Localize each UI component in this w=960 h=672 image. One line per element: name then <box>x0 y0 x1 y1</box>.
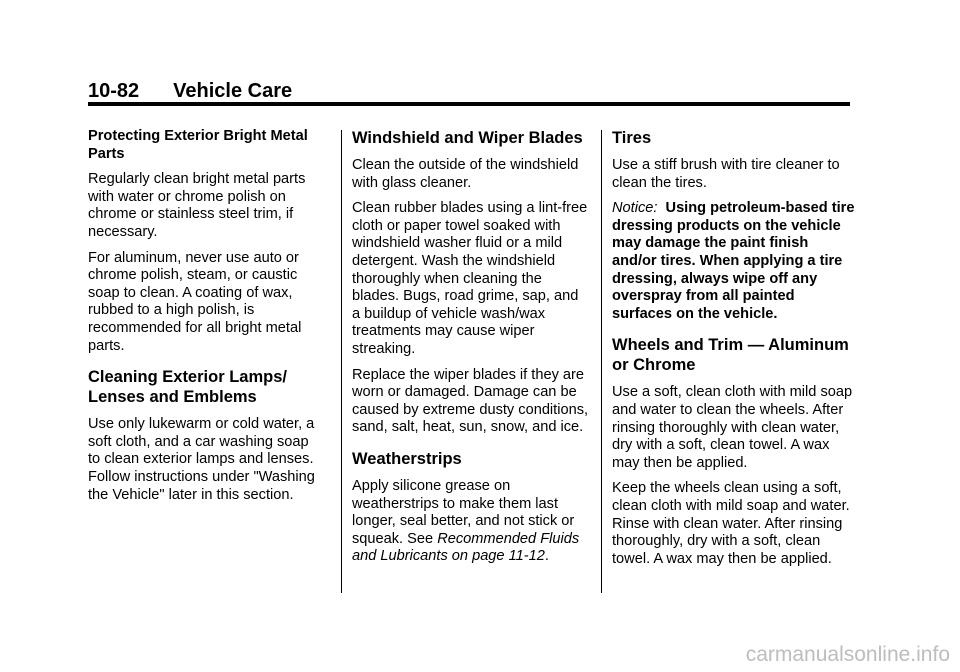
column-3 <box>612 128 856 576</box>
column-1 <box>88 128 320 512</box>
paragraph: Replace the wiper blades if they are worn or damaged. Damage can be caused by extreme dusty conditions, sand, salt, heat, sun, snow, and ice. <box>352 366 589 436</box>
paragraph: Use only lukewarm or cold water, a soft cloth, and a car washing soap to clean exterior lamps and lenses. Follow instructions under "Washing the Vehicle" later in this section. <box>88 416 315 503</box>
column-2 <box>352 128 590 574</box>
paragraph: Clean rubber blades using a lint-free cloth or paper towel soaked with windshield washer fluid or a mild detergent. Wash the windshield thoroughly when cleaning the blades. Bugs, road grime, sap, and a buildup of vehicle wash/wax treatments may cause wiper streaking. <box>352 200 588 357</box>
heading-wheels: Wheels and Trim — Aluminum or Chrome <box>612 336 849 375</box>
paragraph: Clean the outside of the windshield with glass cleaner. <box>352 157 579 191</box>
page-header <box>88 80 292 103</box>
heading-windshield: Windshield and Wiper Blades <box>352 129 583 147</box>
paragraph: Regularly clean bright metal parts with water or chrome polish on chrome or stainless steel trim, if necessary. <box>88 171 306 240</box>
heading-tires: Tires <box>612 129 652 147</box>
paragraph: Use a soft, clean cloth with mild soap and water to clean the wheels. After rinsing thoroughly with clean water, dry with a soft, clean towel. A wax may then be applied. <box>612 384 853 471</box>
text: . <box>544 548 549 565</box>
paragraph-weatherstrips <box>352 478 590 566</box>
section-title: Vehicle Care <box>173 80 293 102</box>
notice-text: Using petroleum-based tire dressing products on the vehicle may damage the paint finish and/or tires. When applying a tire dressing, always wipe off any overspray from all painted surfaces on the vehicle. <box>612 200 855 322</box>
header-rule <box>88 102 850 106</box>
text: Apply silicone grease on weatherstrips to make them last longer, seal better, and not stick or squeak. See <box>352 477 575 547</box>
watermark: carmanualsonline.info <box>745 643 950 666</box>
column-divider-2 <box>601 130 602 593</box>
notice <box>612 200 856 323</box>
subheading-bright-metal: Protecting Exterior Bright Metal Parts <box>88 128 308 162</box>
page-number: 10-82 <box>88 80 140 102</box>
paragraph: Keep the wheels clean using a soft, clean cloth with mild soap and water. Rinse with clean water. After rinsing thoroughly, dry with a soft, clean towel. A wax may then be applied. <box>612 480 850 567</box>
heading-weatherstrips: Weatherstrips <box>352 449 462 468</box>
paragraph: Use a stiff brush with tire cleaner to clean the tires. <box>612 157 840 191</box>
heading-exterior-lamps: Cleaning Exterior Lamps/ Lenses and Emblems <box>88 368 287 407</box>
column-divider-1 <box>341 130 342 593</box>
paragraph: For aluminum, never use auto or chrome polish, steam, or caustic soap to clean. A coating of wax, rubbed to a high polish, is recommended for all bright metal parts. <box>88 249 302 354</box>
cross-reference-link[interactable]: Recommended Fluids and Lubricants on page 11-12 <box>352 530 580 565</box>
notice-label: Notice: <box>612 200 658 217</box>
